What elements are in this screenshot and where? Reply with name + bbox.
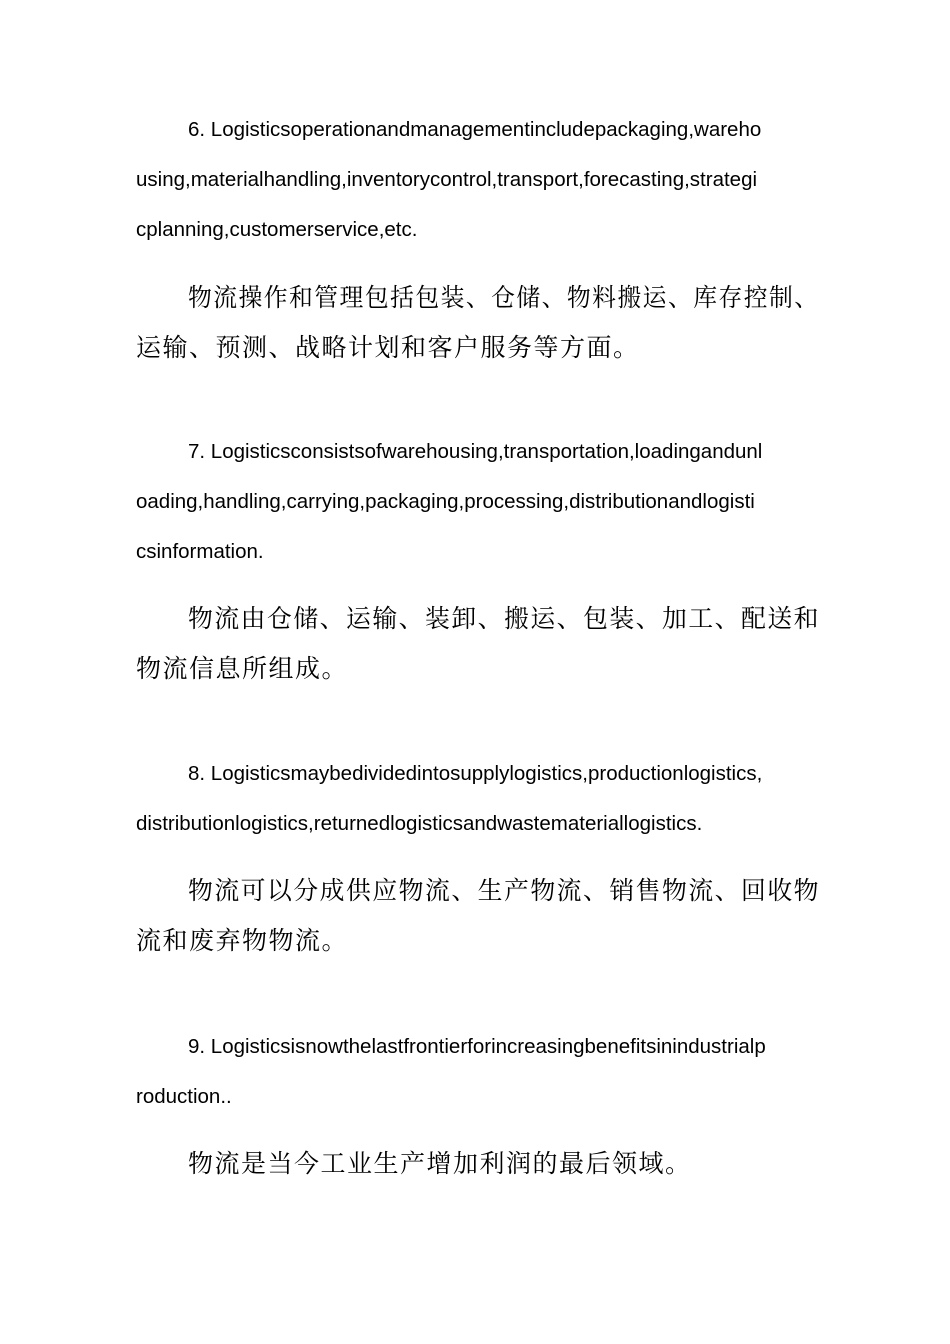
item-7-en-line-1: 7. Logisticsconsistsofwarehousing,transportation,loadingandunl: [188, 440, 763, 463]
item-8-en-line-2: distributionlogistics,returnedlogisticsandwastemateriallogistics.: [136, 812, 703, 835]
item-6-en-line-2: using,materialhandling,inventorycontrol,transport,forecasting,strategi: [136, 168, 758, 191]
item-9-en-line-2: roduction..: [136, 1085, 232, 1108]
item-9-en-line-1: 9. Logisticsisnowthelastfrontierforincreasingbenefitsinindustrialp: [188, 1035, 766, 1058]
item-7-zh-line-1: 物流由仓储、运输、装卸、搬运、包装、加工、配送和: [188, 604, 821, 633]
item-8-en-line-1: 8. Logisticsmaybedividedintosupplylogistics,productionlogistics,: [188, 762, 763, 785]
item-9-zh-line-1: 物流是当今工业生产增加利润的最后领域。: [188, 1149, 692, 1178]
item-6-en-line-3: cplanning,customerservice,etc.: [136, 218, 418, 241]
item-8-zh-line-1: 物流可以分成供应物流、生产物流、销售物流、回收物: [188, 876, 821, 905]
item-8-zh-line-2: 流和废弃物物流。: [136, 926, 349, 955]
item-6-zh-line-1: 物流操作和管理包括包装、仓储、物料搬运、库存控制、: [188, 283, 820, 312]
item-7-zh-line-2: 物流信息所组成。: [136, 654, 349, 683]
item-7-en-line-2: oading,handling,carrying,packaging,processing,distributionandlogisti: [136, 490, 755, 513]
item-6-zh-line-2: 运输、预测、战略计划和客户服务等方面。: [136, 333, 640, 362]
item-6-en-line-1: 6. Logisticsoperationandmanagementincludepackaging,wareho: [188, 118, 762, 141]
item-7-en-line-3: csinformation.: [136, 540, 264, 563]
